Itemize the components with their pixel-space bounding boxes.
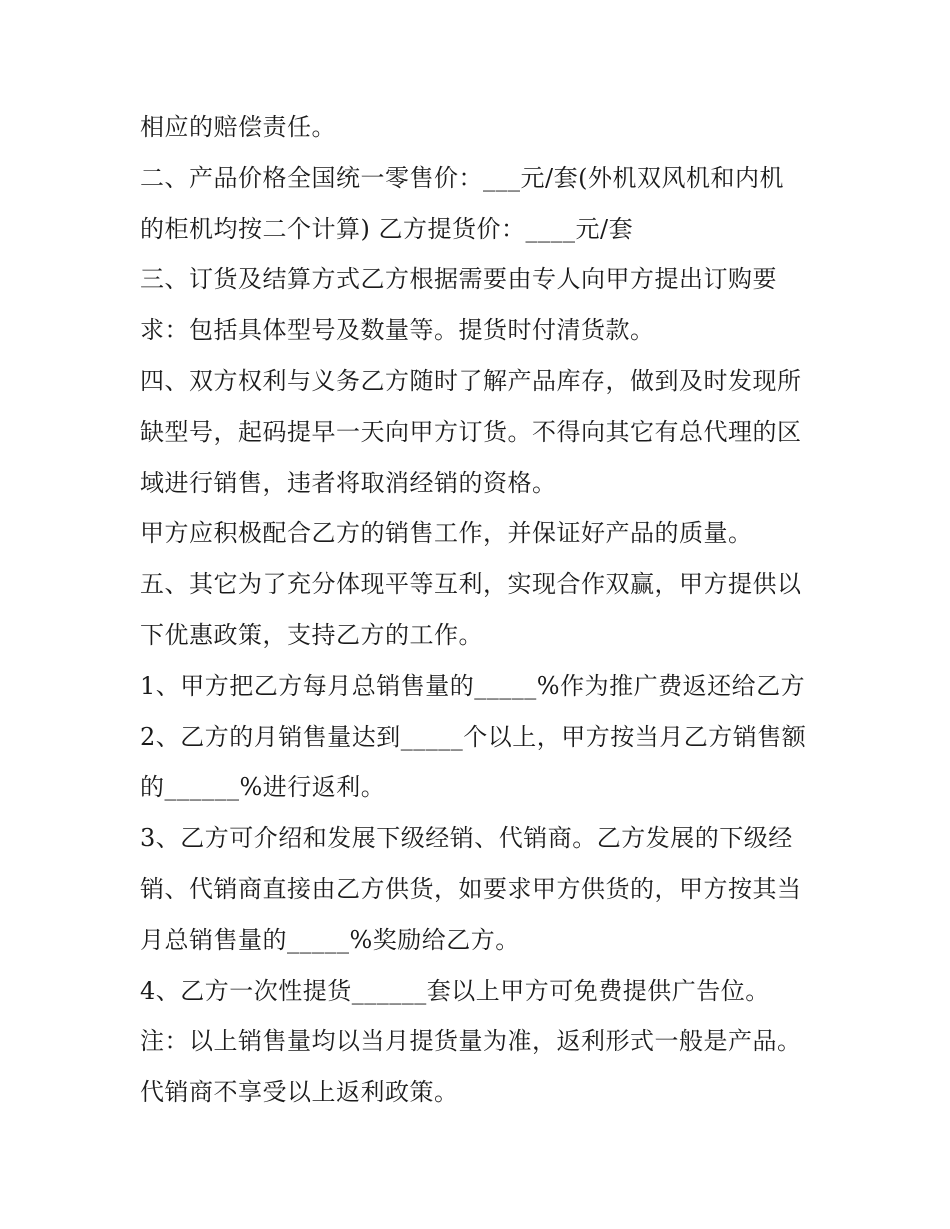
text-line: 相应的赔偿责任。 — [140, 113, 336, 141]
text-line: 1、甲方把乙方每月总销售量的_____%作为推广费返还给乙方 — [140, 671, 806, 700]
text-line: 下优惠政策，支持乙方的工作。 — [140, 620, 483, 649]
text-line: 甲方应积极配合乙方的销售工作，并保证好产品的质量。 — [140, 519, 753, 548]
text-line: 求：包括具体型号及数量等。提货时付清货款。 — [140, 316, 655, 345]
text-line: 域进行销售，违者将取消经销的资格。 — [140, 468, 557, 497]
text-line: 代销商不享受以上返利政策。 — [140, 1078, 459, 1107]
text-line: 的______%进行返利。 — [140, 773, 386, 802]
text-line: 三、订货及结算方式乙方根据需要由专人向甲方提出订购要 — [140, 265, 777, 294]
text-line: 缺型号，起码提早一天向甲方订货。不得向其它有总代理的区 — [140, 417, 802, 446]
text-line: 的柜机均按二个计算) 乙方提货价：____元/套 — [140, 214, 634, 243]
text-line: 月总销售量的_____%奖励给乙方。 — [140, 925, 520, 954]
text-line: 五、其它为了充分体现平等互利，实现合作双赢，甲方提供以 — [140, 570, 802, 599]
text-line: 二、产品价格全国统一零售价：___元/套(外机双风机和内机 — [140, 163, 784, 192]
text-line: 销、代销商直接由乙方供货，如要求甲方供货的，甲方按其当 — [140, 874, 802, 903]
text-line: 2、乙方的月销售量达到_____个以上，甲方按当月乙方销售额 — [140, 722, 807, 751]
document-body — [140, 102, 830, 1118]
text-line: 注：以上销售量均以当月提货量为准，返利形式一般是产品。 — [140, 1027, 802, 1056]
text-line: 4、乙方一次性提货______套以上甲方可免费提供广告位。 — [140, 976, 770, 1005]
text-line: 3、乙方可介绍和发展下级经销、代销商。乙方发展的下级经 — [140, 824, 793, 853]
text-line: 四、双方权利与义务乙方随时了解产品库存，做到及时发现所 — [140, 366, 802, 395]
